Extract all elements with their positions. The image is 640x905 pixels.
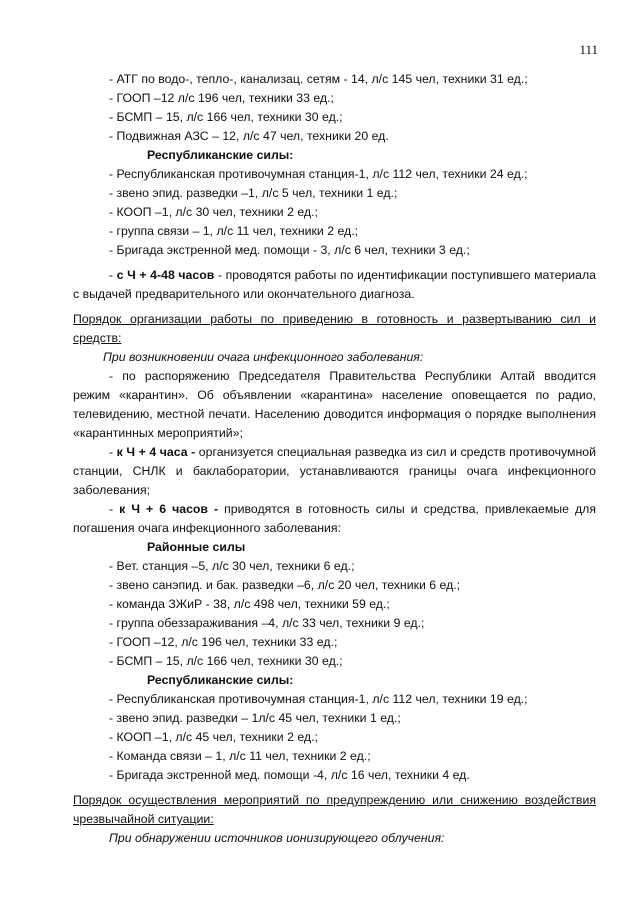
time-marker: к Ч + 4 часа -	[116, 445, 196, 459]
list-item: - ГООП –12, л/с 196 чел, техники 33 ед.;	[109, 635, 338, 649]
condition-radiation: При обнаружении источников ионизирующего облучения:	[109, 831, 445, 845]
district-forces-heading: Районные силы	[147, 540, 246, 554]
paragraph-prefix: -	[109, 268, 117, 282]
list-item: - КООП –1, л/с 30 чел, техники 2 ед.;	[109, 205, 318, 219]
page-content	[73, 70, 596, 848]
page-number: 111	[579, 42, 598, 57]
republic-forces-heading-2: Республиканские силы:	[147, 673, 294, 687]
paragraph-text: организуется специальная разведка из сил и средств противочумной станции, СНЛК и баклаборатории, устанавливаются границы очага инфекционного заболевания;	[73, 445, 596, 497]
list-item: - Бригада экстренной мед. помощи - 3, л/с 6 чел, техники 3 ед.;	[109, 243, 470, 257]
section-heading-readiness: Порядок организации работы по приведению в готовность и развертыванию сил и средств:	[73, 312, 596, 345]
list-item: - звено эпид. разведки – 1л/с 45 чел, техники 1 ед.;	[109, 711, 401, 725]
paragraph-48-hours	[73, 266, 596, 304]
list-item: - ГООП –12 л/с 196 чел, техники 33 ед.;	[109, 91, 334, 105]
list-item: - Республиканская противочумная станция-1, л/с 112 чел, техники 19 ед.;	[109, 692, 528, 706]
list-item: - Команда связи – 1, л/с 11 чел, техники 2 ед.;	[109, 749, 371, 763]
paragraph-prefix: -	[109, 502, 120, 516]
list-item: - КООП –1, л/с 45 чел, техники 2 ед.;	[109, 730, 318, 744]
list-item: - Республиканская противочумная станция-1, л/с 112 чел, техники 24 ед.;	[109, 167, 528, 181]
list-item: - звено эпид. разведки –1, л/с 5 чел, техники 1 ед.;	[109, 186, 398, 200]
forces-list-1	[73, 70, 596, 146]
list-item: - БСМП – 15, л/с 166 чел, техники 30 ед.;	[109, 110, 343, 124]
section-heading-prevention: Порядок осуществления мероприятий по предупреждению или снижению воздействия чрезвычайной ситуации:	[73, 793, 596, 826]
paragraph-text: приводятся в готовность силы и средства, привлекаемые для погашения очага инфекционного заболевания:	[73, 502, 596, 535]
list-item: - АТГ по водо-, тепло-, канализац. сетям - 14, л/с 145 чел, техники 31 ед.;	[109, 72, 528, 86]
list-item: - команда ЗЖиР - 38, л/с 498 чел, техники 59 ед.;	[109, 597, 390, 611]
list-item: - группа обеззараживания –4, л/с 33 чел, техники 9 ед.;	[109, 616, 425, 630]
forces-list-4	[73, 690, 596, 785]
list-item: - звено санэпид. и бак. разведки –6, л/с 20 чел, техники 6 ед.;	[109, 578, 461, 592]
list-item: - БСМП – 15, л/с 166 чел, техники 30 ед.;	[109, 654, 343, 668]
condition-infection: При возникновении очага инфекционного заболевания:	[103, 350, 424, 364]
time-marker: с Ч + 4-48 часов	[116, 268, 215, 282]
paragraph-prefix: -	[109, 445, 117, 459]
list-item: - группа связи – 1, л/с 11 чел, техники 2 ед.;	[109, 224, 359, 238]
list-item: - Вет. станция –5, л/с 30 чел, техники 6 ед.;	[109, 559, 355, 573]
paragraph-text: - проводятся работы по идентификации поступившего материала с выдачей предварительного или окончательного диагноза.	[73, 268, 597, 301]
forces-list-2	[73, 165, 596, 260]
list-item: - Бригада экстренной мед. помощи -4, л/с 16 чел, техники 4 ед.	[109, 768, 470, 782]
paragraph-quarantine: - по распоряжению Председателя Правительства Республики Алтай вводится режим «карантин». Об объявлении «карантина» население оповещается по радио, телевидению, местной печати. Населению доводится информация о порядке выполнения «карантинных мероприятий»;	[73, 369, 596, 440]
republic-forces-heading: Республиканские силы:	[147, 148, 294, 162]
paragraph-6-hours	[73, 500, 596, 538]
forces-list-3	[73, 557, 596, 671]
paragraph-4-hours	[73, 443, 596, 500]
list-item: - Подвижная АЗС – 12, л/с 47 чел, техники 20 ед.	[109, 129, 389, 143]
time-marker: к Ч + 6 часов -	[119, 502, 219, 516]
